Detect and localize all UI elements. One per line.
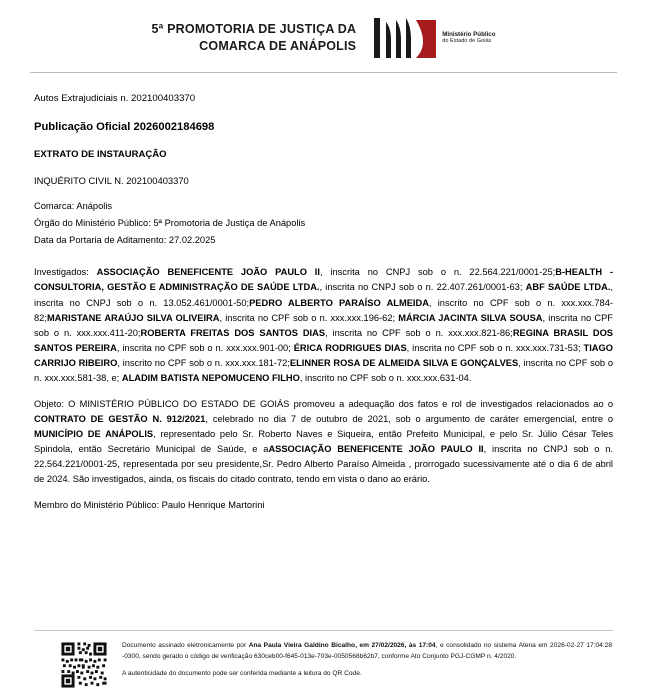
extrato-title: EXTRATO DE INSTAURAÇÃO [34,148,167,160]
document-body [0,73,647,513]
objeto-label: Objeto: [34,398,64,409]
objeto-runs: O MINISTÉRIO PÚBLICO DO ESTADO DE GOIÁS promoveu a adequação dos fatos e rol de investigados relacionados ao o CONTRATO DE GESTÃO N. 912/2021, celebrado no dia 7 de outubro de 2021, sob o argumento de caráter emergencial, entre o MUNICÍPIO DE ANÁPOLIS, representado pelo Sr. Roberto Naves e Siqueira, então Prefeito Municipal, e pelo Sr. Júlio César Teles Spindola, então Secretário Municipal de Saúde, e aASSOCIAÇÃO BENEFICENTE JOÃO PAULO II, inscrita no CNPJ sob o n. 22.564.221/0001-25, representada por seu presidente,Sr. Pedro Alberto Paraíso Almeida , prorrogado sucessivamente até o dia 6 de abril de 2024. São investigados, ainda, os fiscais do citado contrato, tendo em vista o dano ao erário. [34,398,614,485]
publication-number: Publicação Oficial 2026002184698 [34,120,215,133]
membro-label: Membro do Ministério Público: [34,500,160,511]
mp-goias-logo-icon [374,18,436,58]
institution-logo [374,18,495,58]
sig-name: Ana Paula Vieira Galdino Bicalho [248,642,356,649]
portaria-value: 27.02.2025 [168,235,216,246]
portaria-label: Data da Portaria de Aditamento: [34,235,167,246]
comarca-value: Anápolis [76,201,113,212]
investigados-paragraph [34,265,613,385]
investigados-label: Investigados: [34,267,89,278]
authenticity-line: A autenticidade do documento pode ser conferida mediante a leitura do QR Code. [122,670,362,678]
qr-code-icon [60,641,108,689]
document-header [0,0,647,72]
logo-text-line1: Ministério Público [442,30,496,38]
orgao-row [34,216,613,231]
document-footer [0,630,647,689]
portaria-row [34,233,613,248]
page-title-line2: COMARCA DE ANÁPOLIS [199,39,357,53]
metadata-block [34,199,613,248]
membro-row [34,498,613,513]
logo-text [442,31,495,46]
orgao-value: 5ª Promotoria de Justiça de Anápolis [153,218,306,229]
signature-info [122,641,612,680]
comarca-label: Comarca: [34,201,75,212]
signature-line [122,641,612,662]
footer-divider [34,630,613,631]
comarca-row [34,199,613,214]
sig-intro: Documento assinado eletronicamente por [122,642,249,649]
page-title [151,21,356,55]
objeto-paragraph [34,397,613,487]
autos-number: Autos Extrajudiciais n. 202100403370 [34,93,196,104]
orgao-label: Órgão do Ministério Público: [34,218,151,229]
sig-tail: , e consolidado no sistema Atena em 2026-02-27 17:04:28 -0300, sendo gerado o código de verificação 630ceb00-f645-013e-703e-0050568b62b7, conforme Ato Conjunto PGJ-CGMP n. 4/2020. [122,642,612,660]
sig-datetime: , em 27/02/2026, às 17:04 [355,642,436,649]
page-title-line1: 5ª PROMOTORIA DE JUSTIÇA DA [151,22,357,37]
membro-value: Paulo Henrique Martorini [161,500,265,511]
investigados-runs: ASSOCIAÇÃO BENEFICENTE JOÃO PAULO II, inscrita no CNPJ sob o n. 22.564.221/0001-25;B-HEALTH - CONSULTORIA, GESTÃO E ADMINISTRAÇÃO DE SAÚDE LTDA., inscrita no CNPJ sob o n. 22.407.261/0001-63; ABF SAÚDE LTDA., inscrita no CNPJ sob o n. 13.052.461/0001-50;PEDRO ALBERTO PARAÍSO ALMEIDA, inscrito no CPF sob o n. xxx.xxx.784-82;MARISTANE ARAÚJO SILVA OLIVEIRA, inscrita no CPF sob o n. xxx.xxx.196-62; MÁRCIA JACINTA SILVA SOUSA, inscrita no CPF sob o n. xxx.xxx.411-20;ROBERTA FREITAS DOS SANTOS DIAS, inscrita no CPF sob o n. xxx.xxx.821-86;REGINA BRASIL DOS SANTOS PEREIRA, inscrita no CPF sob o n. xxx.xxx.901-00; ÉRICA RODRIGUES DIAS, inscrita no CPF sob o n. xxx.xxx.731-53; TIAGO CARRIJO RIBEIRO, inscrito no CPF sob o n. xxx.xxx.181-72;ELINNER ROSA DE ALMEIDA SILVA E GONÇALVES, inscrita no CPF sob o n. xxx.xxx.581-38, e; ALADIM BATISTA NEPOMUCENO FILHO, inscrito no CPF sob o n. xxx.xxx.631-04. [34,267,614,383]
logo-text-line2: do Estado de Goiás [442,38,492,45]
inquerito-number: INQUÉRITO CIVIL N. 202100403370 [34,175,189,187]
